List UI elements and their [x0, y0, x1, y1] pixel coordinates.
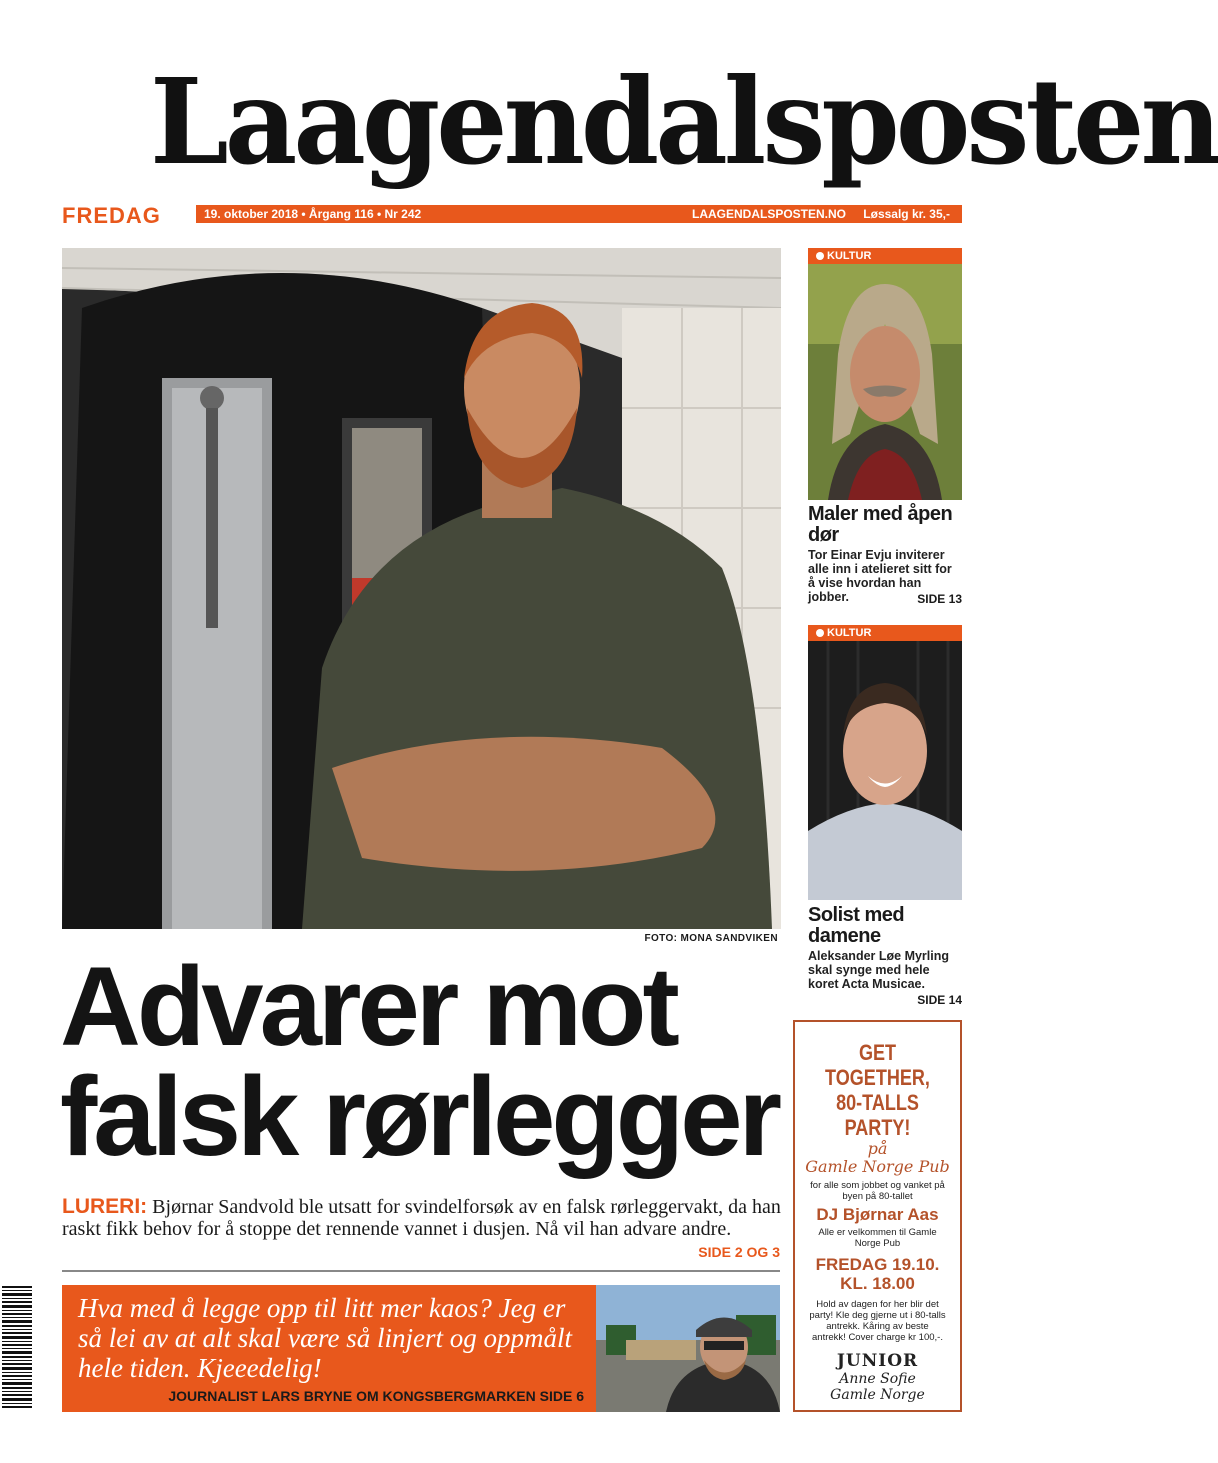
- ad-logo-gamle-norge: Gamle Norge: [830, 1387, 925, 1403]
- sidebar-photo-1: [808, 264, 962, 500]
- sidebar-headline-2[interactable]: Solist med damene: [808, 904, 905, 947]
- ad-line-1: GET TOGETHER,: [825, 1040, 930, 1090]
- headline-line-2: falsk rørlegger: [60, 1054, 779, 1179]
- divider: [62, 1270, 780, 1272]
- ad-line-2: 80-TALLS PARTY!: [836, 1090, 919, 1140]
- sidebar-tag-1: KULTUR: [808, 248, 962, 264]
- sidebar-tag-2: KULTUR: [808, 625, 962, 641]
- ad-logo-junior: JUNIOR: [836, 1351, 919, 1371]
- ad-pa: på: [867, 1139, 888, 1158]
- barcode: [2, 1286, 38, 1411]
- ad-dj: DJ Bjørnar Aas: [816, 1205, 939, 1224]
- sidebar-ref-2[interactable]: SIDE 14: [917, 993, 962, 1007]
- main-headline[interactable]: [60, 944, 790, 1179]
- photo-credit: FOTO: MONA SANDVIKEN: [644, 933, 778, 944]
- quote-text: Hva med å legge opp til litt mer kaos? Jeg er så lei av at alt skal være så linjert og oppmålt hele tiden. Kjeeedelig!: [78, 1293, 572, 1383]
- lede-text: Bjørnar Sandvold ble utsatt for svindelforsøk av en falsk rørleggervakt, da han raskt fikk behov for å stoppe det rennende vannet i dusjen. Nå vil han advare andre.: [62, 1196, 781, 1240]
- price-label: Løssalg kr. 35,-: [863, 207, 950, 221]
- ad-logo-anne-sofie: Anne Sofie: [839, 1371, 916, 1387]
- bullet-icon: [816, 629, 824, 637]
- issue-info: 19. oktober 2018 • Årgang 116 • Nr 242: [204, 207, 422, 221]
- lede-paragraph: [62, 1196, 782, 1240]
- ad-time: KL. 18.00: [840, 1274, 915, 1293]
- sidebar-photo-2: [808, 641, 962, 900]
- date-bar: [196, 205, 962, 223]
- quote-photo: [596, 1285, 780, 1412]
- website-link[interactable]: LAAGENDALSPOSTEN.NO: [692, 207, 847, 221]
- quote-box[interactable]: [62, 1285, 596, 1412]
- quote-reference: JOURNALIST LARS BRYNE OM KONGSBERGMARKEN SIDE 6: [168, 1388, 584, 1404]
- ad-venue: Gamle Norge Pub: [805, 1157, 950, 1176]
- masthead-title: Laagendalsposten: [150, 53, 1218, 192]
- sidebar-ref-1[interactable]: SIDE 13: [917, 592, 962, 606]
- headline-line-1: Advarer mot: [60, 944, 676, 1069]
- ad-text-2: Alle er velkommen til Gamle Norge Pub: [818, 1227, 937, 1249]
- ad-text-1: for alle som jobbet og vanket på byen på 80-tallet: [810, 1180, 945, 1202]
- sidebar-text-1: Tor Einar Evju inviterer alle inn i atelieret sitt for å vise hvordan han jobber.: [808, 548, 952, 604]
- sidebar-text-2: Aleksander Løe Myrling skal synge med hele koret Acta Musicae.: [808, 949, 950, 991]
- advertisement[interactable]: [793, 1020, 962, 1412]
- page-reference[interactable]: SIDE 2 OG 3: [698, 1244, 780, 1260]
- main-photo: [62, 248, 781, 929]
- ad-text-3: Hold av dagen for her blir det party! Kle deg gjerne ut i 80-talls antrekk. Kåring av beste antrekk! Cover charge kr 100,-.: [809, 1299, 946, 1343]
- bullet-icon: [816, 252, 824, 260]
- weekday-label: FREDAG: [62, 203, 161, 228]
- sidebar-headline-1[interactable]: Maler med åpen dør: [808, 503, 953, 546]
- ad-date: FREDAG 19.10.: [815, 1255, 940, 1274]
- lede-kicker: LURERI:: [62, 1195, 148, 1218]
